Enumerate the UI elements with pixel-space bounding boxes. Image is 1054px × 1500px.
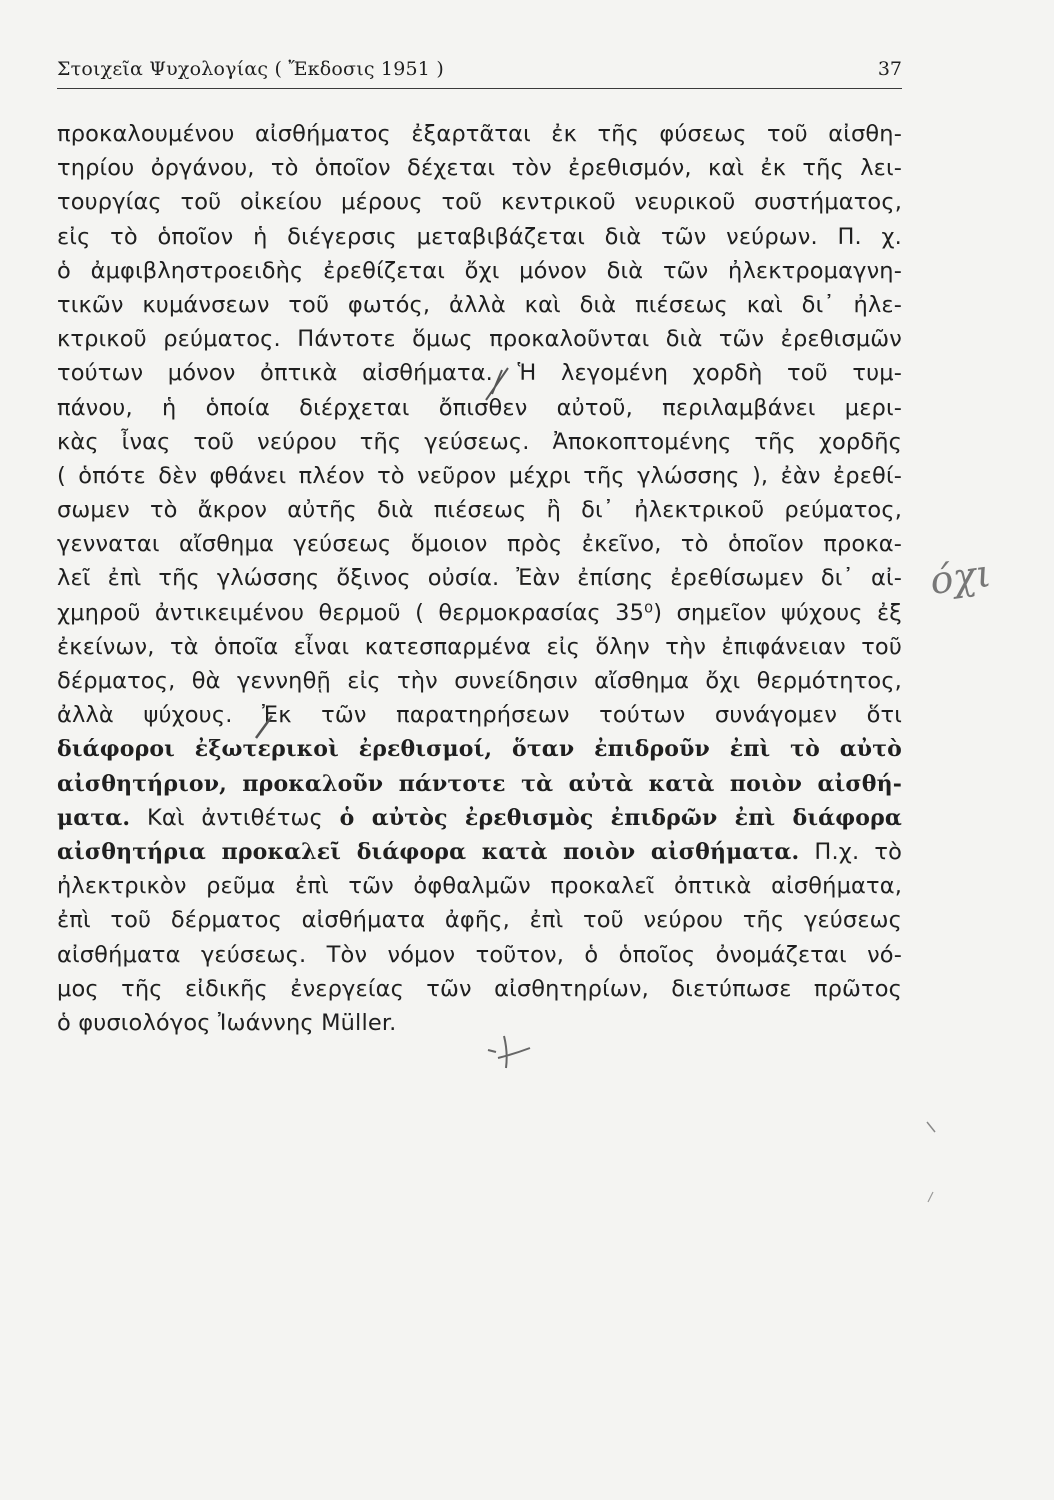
text-line: προκαλουμένου αἰσθήματος ἐξαρτᾶται ἐκ τῆς φύσεως τοῦ αἰσθη- [57, 121, 902, 147]
bold-text-line: διάφοροι ἐξωτερικοὶ ἐρεθισμοί, ὅταν ἐπιδροῦν ἐπὶ τὸ αὐτὸ [57, 736, 902, 763]
plain-fragment: Π.χ. τὸ [799, 838, 902, 865]
handwritten-margin-note: όχι [927, 550, 994, 604]
text-line: λεῖ ἐπὶ τῆς γλώσσης ὄξινος οὐσία. Ἐὰν ἐπίσης ἐρεθίσωμεν δι᾿ αἰ- [57, 565, 902, 592]
text-line: ἐπὶ τοῦ δέρματος αἰσθήματα ἀφῆς, ἐπὶ τοῦ νεύρου τῆς γεύσεως [57, 907, 902, 934]
text-line: ἐκείνων, τὰ ὁποῖα εἶναι κατεσπαρμένα εἰς ὅλην τὴν ἐπιφάνειαν τοῦ [57, 633, 902, 660]
text-line: ὁ φυσιολόγος Ἰωάννης Müller. [57, 1009, 397, 1036]
text-line: ( ὁπότε δὲν φθάνει πλέον τὸ νεῦρον μέχρι τῆς γλώσσης ), ἐὰν ἐρεθί- [57, 462, 902, 489]
mixed-text-line [57, 835, 902, 869]
text-line: τουργίας τοῦ οἰκείου μέρους τοῦ κεντρικοῦ νευρικοῦ συστήματος, [57, 189, 902, 216]
stray-mark [925, 1190, 935, 1204]
text-line: χμηροῦ ἀντικειμένου θερμοῦ ( θερμοκρασίας 35⁰) σημεῖον ψύχους ἐξ [57, 599, 902, 626]
pen-slash-mark [250, 712, 276, 742]
text-line: τούτων μόνον ὀπτικὰ αἰσθήματα. Ἡ λεγομένη χορδὴ τοῦ τυμ- [57, 360, 902, 387]
text-line: τικῶν κυμάνσεων τοῦ φωτός, ἀλλὰ καὶ διὰ πιέσεως καὶ δι᾿ ἠλε- [57, 291, 902, 318]
text-line: κτρικοῦ ρεύματος. Πάντοτε ὅμως προκαλοῦνται διὰ τῶν ἐρεθισμῶν [57, 326, 902, 353]
text-line: αἰσθήματα γεύσεως. Τὸν νόμον τοῦτον, ὁ ὁποῖος ὀνομάζεται νό- [57, 941, 902, 968]
text-line: ἠλεκτρικὸν ρεῦμα ἐπὶ τῶν ὀφθαλμῶν προκαλεῖ ὀπτικὰ αἰσθήματα, [57, 873, 902, 900]
text-line: μος τῆς εἰδικῆς ἐνεργείας τῶν αἰσθητηρίων, διετύπωσε πρῶτος [57, 975, 902, 1002]
bold-text-line: αἰσθητήριον, προκαλοῦν πάντοτε τὰ αὐτὰ κατὰ ποιὸν αἰσθή- [57, 770, 902, 797]
text-line: ἀλλὰ ψύχους. Ἐκ τῶν παρατηρήσεων τούτων συνάγομεν ὅτι [57, 702, 902, 729]
pen-check-mark [484, 1030, 534, 1074]
pen-slash-mark [478, 364, 518, 404]
text-line: ὁ ἀμφιβληστροειδὴς ἐρεθίζεται ὄχι μόνον διὰ τῶν ἠλεκτρομαγνη- [57, 257, 902, 284]
text-line: δέρματος, θὰ γεννηθῇ εἰς τὴν συνείδησιν αἴσθημα ὄχι θερμότητος, [57, 668, 902, 694]
text-line: σωμεν τὸ ἄκρον αὐτῆς διὰ πιέσεως ἢ δι᾿ ἠλεκτρικοῦ ρεύματος, [57, 497, 902, 524]
bold-fragment: ὁ αὐτὸς ἐρεθισμὸς ἐπιδρῶν ἐπὶ διάφορα [339, 804, 902, 831]
bold-fragment: ματα. [57, 804, 131, 831]
text-line: εἰς τὸ ὁποῖον ἡ διέγερσις μεταβιβάζεται διὰ τῶν νεύρων. Π. χ. [57, 223, 902, 250]
text-line: κὰς ἶνας τοῦ νεύρου τῆς γεύσεως. Ἀποκοπτομένης τῆς χορδῆς [57, 428, 902, 455]
text-line: γενναται αἴσθημα γεύσεως ὅμοιον πρὸς ἐκεῖνο, τὸ ὁποῖον προκα- [57, 531, 902, 558]
text-line: πάνου, ἡ ὁποία διέρχεται ὄπισθεν αὐτοῦ, περιλαμβάνει μερι- [57, 394, 902, 421]
page-number: 37 [877, 58, 902, 80]
text-line: τηρίου ὀργάνου, τὸ ὁποῖον δέχεται τὸν ἐρεθισμόν, καὶ ἐκ τῆς λει- [57, 155, 902, 182]
plain-fragment: Καὶ ἀντιθέτως [130, 804, 340, 831]
running-head-title: Στοιχεῖα Ψυχολογίας ( Ἔκδοσις 1951 ) [57, 58, 444, 80]
running-header [57, 54, 902, 89]
bold-fragment: αἰσθητήρια προκαλεῖ διάφορα κατὰ ποιὸν αἰσθήματα. [57, 838, 800, 865]
mixed-text-line [57, 801, 902, 835]
body-paragraph [57, 117, 902, 1040]
stray-mark [925, 1120, 937, 1134]
